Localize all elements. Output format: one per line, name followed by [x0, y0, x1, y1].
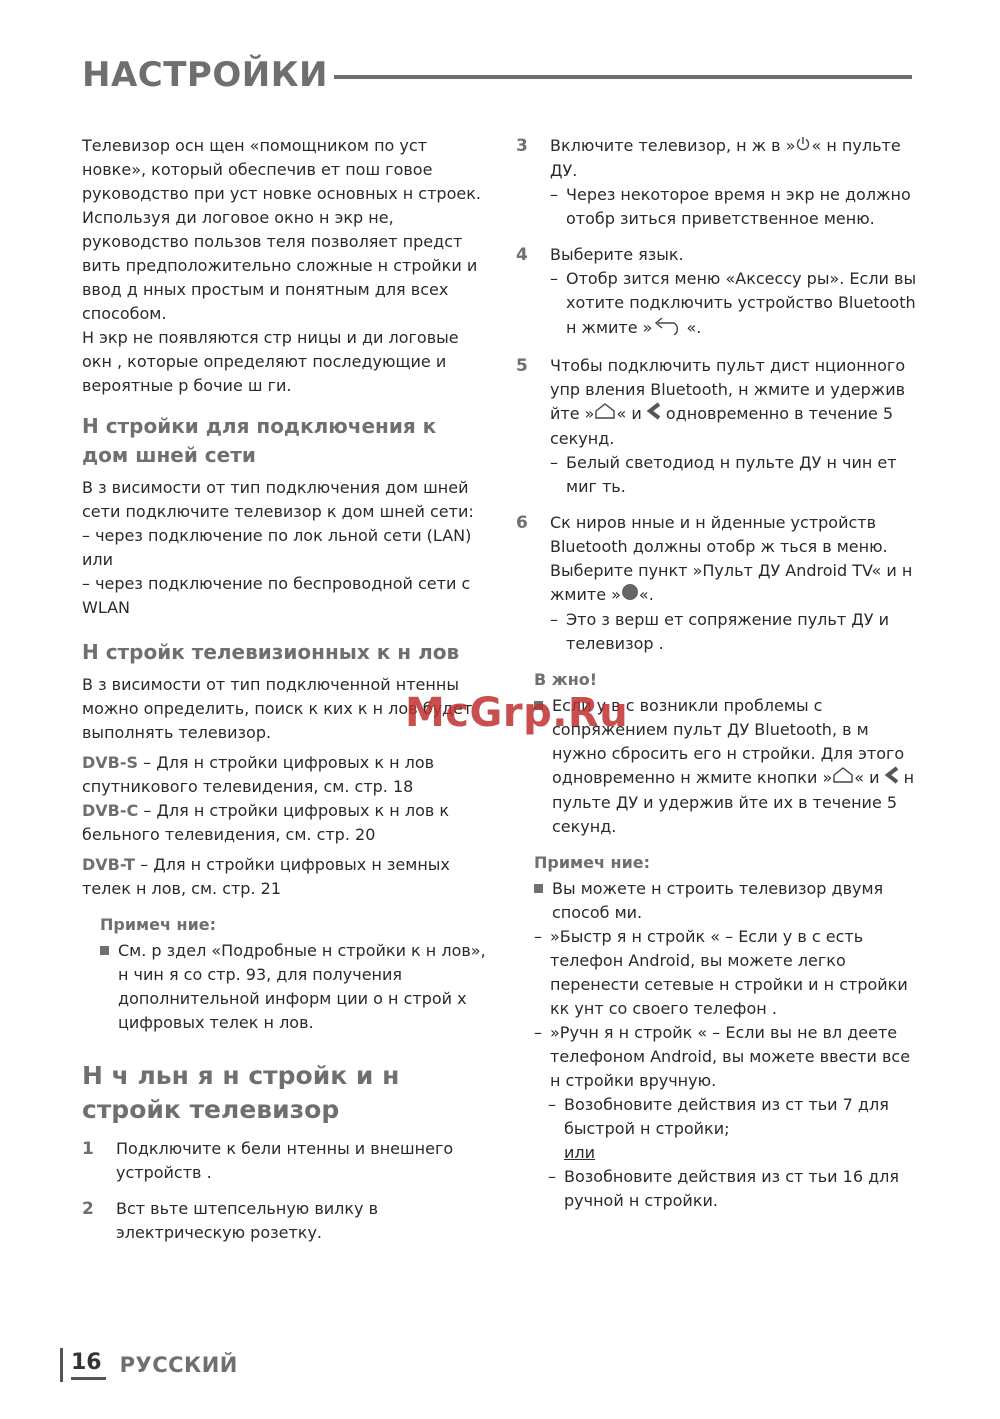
right-column — [516, 134, 920, 1213]
step-4-sub: – Отобр зится меню «Аксессу ры». Если вы хотите подключить устройство Bluetooth н жмите » «. — [550, 267, 920, 342]
step-5-sub-text: Белый светодиод н пульте ДУ н чин ет миг ть. — [566, 452, 897, 496]
step-4-sub-text-b: «. — [686, 317, 702, 337]
step-6-text-a: Ск ниров нные и н йденные устройств Bluetooth должны отобр ж ться в меню. Выберите пункт »Пульт ДУ Android TV« и н жмите » — [550, 512, 913, 604]
home-network-wlan: – через подключение по беспроводной сети с WLAN — [82, 574, 471, 617]
step-2 — [82, 1197, 487, 1245]
step-6-sub: – Это з верш ет сопряжение пульт ДУ и телевизор . — [550, 609, 889, 653]
setup-note-block — [516, 851, 920, 1213]
step-1 — [82, 1137, 487, 1185]
important-text-c: н пульте ДУ и удержив йте их в течение 5 секунд. — [552, 767, 915, 836]
step-6-text-b: «. — [638, 584, 654, 604]
step-4-number: 4 — [516, 244, 528, 265]
or-line — [534, 1141, 920, 1165]
bullet-square-icon — [534, 884, 543, 893]
channels-note-text: См. р здел «Подробные н стройки к н лов», н чин я со стр. 93, для получения дополнительной информ ции о н строй х цифровых телек н лов. — [118, 941, 486, 1032]
resume-manual-item: – Возобновите действия из ст тьи 16 для ручной н стройки. — [548, 1166, 900, 1210]
footer-language: РУССКИЙ — [119, 1353, 238, 1377]
step-3-sub-text: Через некоторое время н экр не должно отобр зиться приветственное меню. — [566, 184, 911, 228]
important-text-a: Если у в с возникли проблемы с сопряжением пульт ДУ Bluetooth, в м нужно сбросить его н стройки. Для этого одновременно н жмите кнопки » — [552, 695, 905, 787]
step-4 — [516, 243, 920, 342]
important-title: В жно! — [534, 669, 598, 689]
back-arrow-icon — [652, 315, 686, 342]
step-1-number: 1 — [82, 1139, 94, 1159]
intro-paragraph-3: Н экр не появляются стр ницы и ди логовые окн , которые определяют последующие и вероятные р бочие ш ги. — [82, 328, 459, 395]
channels-note-bullet — [100, 939, 487, 1035]
step-3-sub: – Через некоторое время н экр не должно отобр зиться приветственное меню. — [550, 184, 911, 228]
left-chevron-icon — [647, 402, 661, 427]
quick-setup-text: »Быстр я н стройк « – Если у в с есть телефон Android, вы можете легко перенести сетевые н стройки и н стройки кк унт со своего телефон . — [550, 926, 908, 1018]
step-3-text-a: Включите телевизор, н ж в » — [550, 136, 796, 155]
channels-note — [82, 913, 487, 1035]
home-icon — [594, 402, 616, 427]
dvb-c-label: DVB-C — [82, 801, 139, 820]
dvb-t-text: – Для н стройки цифровых н земных телек н лов, см. стр. 21 — [82, 855, 450, 898]
resume-quick-item: – Возобновите действия из ст тьи 7 для быстрой н стройки; — [548, 1094, 889, 1138]
dvb-t-label: DVB-T — [82, 855, 136, 874]
page-footer — [60, 1345, 238, 1385]
step-2-text: Вст вьте штепсельную вилку в электрическую розетку. — [116, 1199, 379, 1242]
setup-note-bullet — [534, 877, 920, 925]
dvb-c-item — [82, 799, 487, 847]
home-network-heading: Н стройки для подключения к дом шней сети — [82, 414, 437, 467]
home-network-text: В з висимости от тип подключения дом шней сети подключите телевизор к дом шней сети: — [82, 478, 474, 521]
page-title: НАСТРОЙКИ — [82, 55, 328, 95]
watermark: McGrp.Ru — [405, 690, 629, 736]
dvb-t-item — [82, 853, 487, 901]
manual-setup-item: – »Ручн я н стройк « – Если вы не вл деете телефоном Android, вы можете ввести все н стройки вручную. — [534, 1022, 911, 1090]
resume-quick-text: Возобновите действия из ст тьи 7 для быстрой н стройки; — [564, 1094, 889, 1138]
dvb-s-item — [82, 751, 487, 799]
step-5 — [516, 354, 920, 499]
dvb-s-label: DVB-S — [82, 753, 139, 772]
left-chevron-icon — [885, 766, 899, 791]
or-text: или — [564, 1142, 596, 1162]
step-6-number: 6 — [516, 512, 528, 533]
step-3 — [516, 134, 920, 231]
dvb-list — [82, 751, 487, 901]
page-number: 16 — [71, 1350, 106, 1380]
important-text-b: « и — [854, 767, 885, 787]
setup-note-text: Вы можете н строить телевизор двумя способ ми. — [552, 878, 884, 922]
title-rule — [334, 75, 912, 79]
channels-note-title: Примеч ние: — [100, 915, 217, 934]
step-5-text-a: Чтобы подключить пульт дист нционного упр вления Bluetooth, н жмите и удержив йте » — [550, 355, 906, 423]
footer-bar — [60, 1348, 63, 1382]
dvb-s-text: – Для н стройки цифровых к н лов спутникового телевидения, см. стр. 18 — [82, 753, 435, 796]
step-5-sub: – Белый светодиод н пульте ДУ н чин ет миг ть. — [550, 452, 897, 496]
power-icon — [795, 135, 811, 159]
resume-manual-text: Возобновите действия из ст тьи 16 для ручной н стройки. — [564, 1166, 900, 1210]
tv-channels-heading: Н стройк телевизионных к н лов — [82, 640, 460, 664]
page-header — [82, 50, 912, 100]
home-network-lan: – через подключение по лок льной сети (LAN) или — [82, 526, 472, 569]
step-1-text: Подключите к бели нтенны и внешнего устройств . — [116, 1139, 454, 1182]
tv-channels-text: В з висимости от тип подключенной нтенны можно определить, поиск к ких к н лов будет выполнять телевизор. — [82, 675, 473, 742]
step-5-number: 5 — [516, 355, 528, 376]
dvb-c-text: – Для н стройки цифровых к н лов к бельного телевидения, см. стр. 20 — [82, 801, 450, 844]
step-3-text-b: « н пульте ДУ. — [550, 136, 901, 180]
initial-steps — [82, 1137, 487, 1245]
home-icon — [832, 766, 854, 791]
intro-paragraph-2: Используя ди логовое окно н экр не, руководство пользов теля позволяет предст вить предположительно сложные н стройки и ввод д нных простым и понятным для всех способом. — [82, 208, 478, 323]
bullet-square-icon — [100, 946, 109, 955]
manual-setup-text: »Ручн я н стройк « – Если вы не вл деете телефоном Android, вы можете ввести все н стройки вручную. — [550, 1022, 911, 1090]
step-4-sub-text-a: Отобр зится меню «Аксессу ры». Если вы хотите подключить устройство Bluetooth н жмите » — [566, 268, 917, 337]
quick-setup-item: – »Быстр я н стройк « – Если у в с есть телефон Android, вы можете легко перенести сетевые н стройки и н стройки кк унт со своего телефон . — [534, 926, 908, 1018]
step-5-text-b: « и — [616, 403, 647, 423]
step-6 — [516, 511, 920, 656]
intro-paragraph-1: Телевизор осн щен «помощником по уст новке», который обеспечив ет пош говое руководство при уст новке основных н строек. — [82, 136, 481, 203]
step-3-number: 3 — [516, 136, 528, 156]
step-6-sub-text: Это з верш ет сопряжение пульт ДУ и телевизор . — [566, 609, 889, 653]
step-2-number: 2 — [82, 1199, 94, 1219]
ok-circle-icon — [621, 583, 639, 608]
step-5-text-c: одновременно в течение 5 секунд. — [550, 403, 894, 448]
setup-note-title: Примеч ние: — [534, 852, 651, 872]
step-4-text: Выберите язык. — [550, 244, 684, 264]
initial-setup-heading: Н ч льн я н стройк и н стройк телевизор — [82, 1061, 400, 1124]
